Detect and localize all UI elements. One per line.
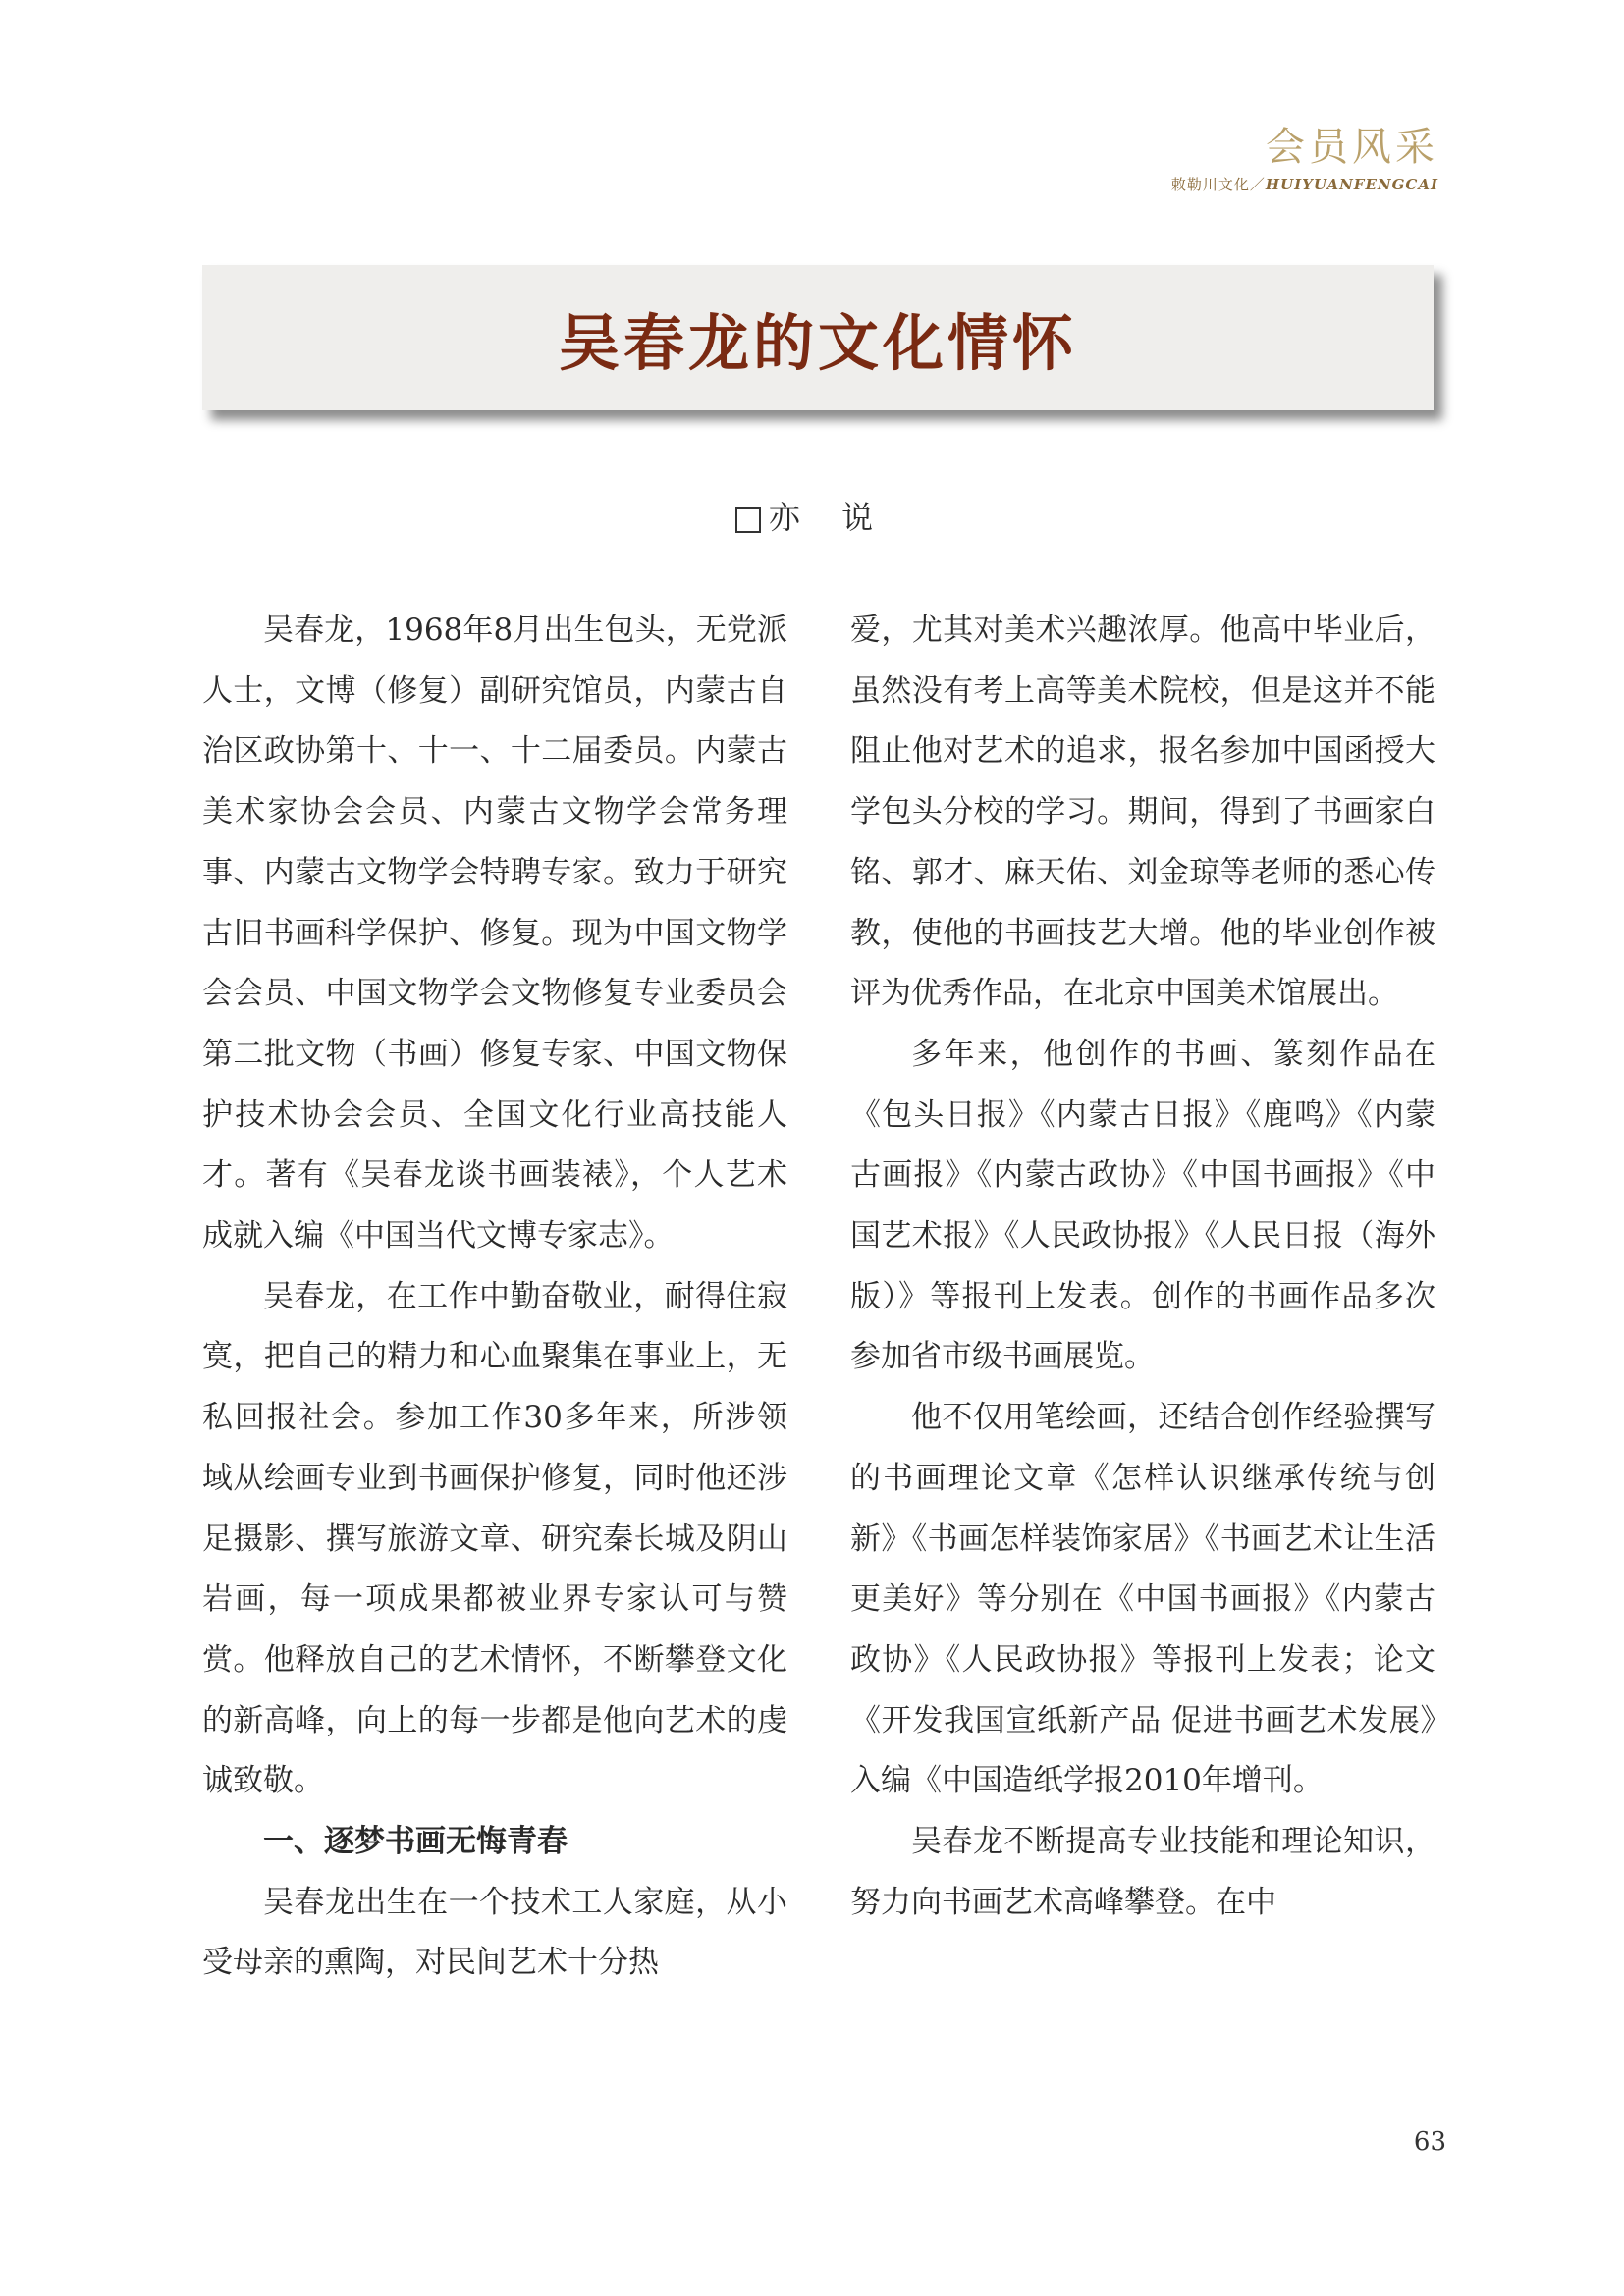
paragraph: 吴春龙不断提高专业技能和理论知识，努力向书画艺术高峰攀登。在中 (850, 1824, 1435, 1920)
page-number: 63 (1413, 2127, 1446, 2157)
paragraph: 吴春龙出生在一个技术工人家庭，从小受母亲的熏陶，对民间艺术十分热 (202, 1884, 787, 1981)
author-line (0, 493, 1624, 538)
paragraph: 吴春龙，1968年8月出生包头，无党派人士，文博（修复）副研究馆员，内蒙古自治区政协第十、十一、十二届委员。内蒙古美术家协会会员、内蒙古文物学会常务理事、内蒙古文物学会特聘专家。致力于研究古旧书画科学保护、修复。现为中国文物学会会员、中国文物学会文物修复专业委员会第二批文物（书画）修复专家、中国文物保护技术协会会员、全国文化行业高技能人才。著有《吴春龙谈书画装裱》，个人艺术成就入编《中国当代文博专家志》。 (202, 613, 787, 1255)
article-title: 吴春龙的文化情怀 (558, 306, 1077, 379)
right-column (850, 601, 1435, 1933)
paragraph-continued: 爱，尤其对美术兴趣浓厚。他高中毕业后，虽然没有考上高等美术院校，但是这并不能阻止他对艺术的追求，报名参加中国函授大学包头分校的学习。期间，得到了书画家白铭、郭才、麻天佑、刘金琼等老师的悉心传教，使他的书画技艺大增。他的毕业创作被评为优秀作品，在北京中国美术馆展出。 (850, 613, 1435, 1012)
paragraph: 吴春龙，在工作中勤奋敬业，耐得住寂寞，把自己的精力和心血聚集在事业上，无私回报社会。参加工作30多年来，所涉领域从绘画专业到书画保护修复，同时他还涉足摄影、撰写旅游文章、研究秦长城及阴山岩画，每一项成果都被业界专家认可与赞赏。他释放自己的艺术情怀，不断攀登文化的新高峰，向上的每一步都是他向艺术的虔诚致敬。 (202, 1278, 787, 1799)
paragraph: 他不仅用笔绘画，还结合创作经验撰写的书画理论文章《怎样认识继承传统与创新》《书画怎样装饰家居》《书画艺术让生活更美好》等分别在《中国书画报》《内蒙古政协》《人民政协报》等报刊上发表；论文《开发我国宣纸新产品 促进书画艺术发展》入编《中国造纸学报2010年增刊。 (850, 1400, 1435, 1799)
section-subtitle-en: HUIYUANFENGCAI (1265, 176, 1438, 193)
section-subtitle (1171, 174, 1438, 194)
section-subtitle-cn: 敕勒川文化 (1170, 176, 1250, 193)
article-title-banner (202, 265, 1434, 410)
section-title: 会员风采 (1266, 125, 1438, 170)
left-column (202, 601, 787, 1994)
author-name: 亦 说 (768, 499, 890, 536)
section-subtitle-separator: ／ (1249, 176, 1266, 193)
section-heading: 一、逐梦书画无悔青春 (263, 1824, 568, 1860)
paragraph: 多年来，他创作的书画、篆刻作品在《包头日报》《内蒙古日报》《鹿鸣》《内蒙古画报》《内蒙古政协》《中国书画报》《中国艺术报》《人民政协报》《人民日报（海外版）》等报刊上发表。创作的书画作品多次参加省市级书画展览。 (850, 1036, 1435, 1375)
author-box-icon (735, 507, 761, 533)
